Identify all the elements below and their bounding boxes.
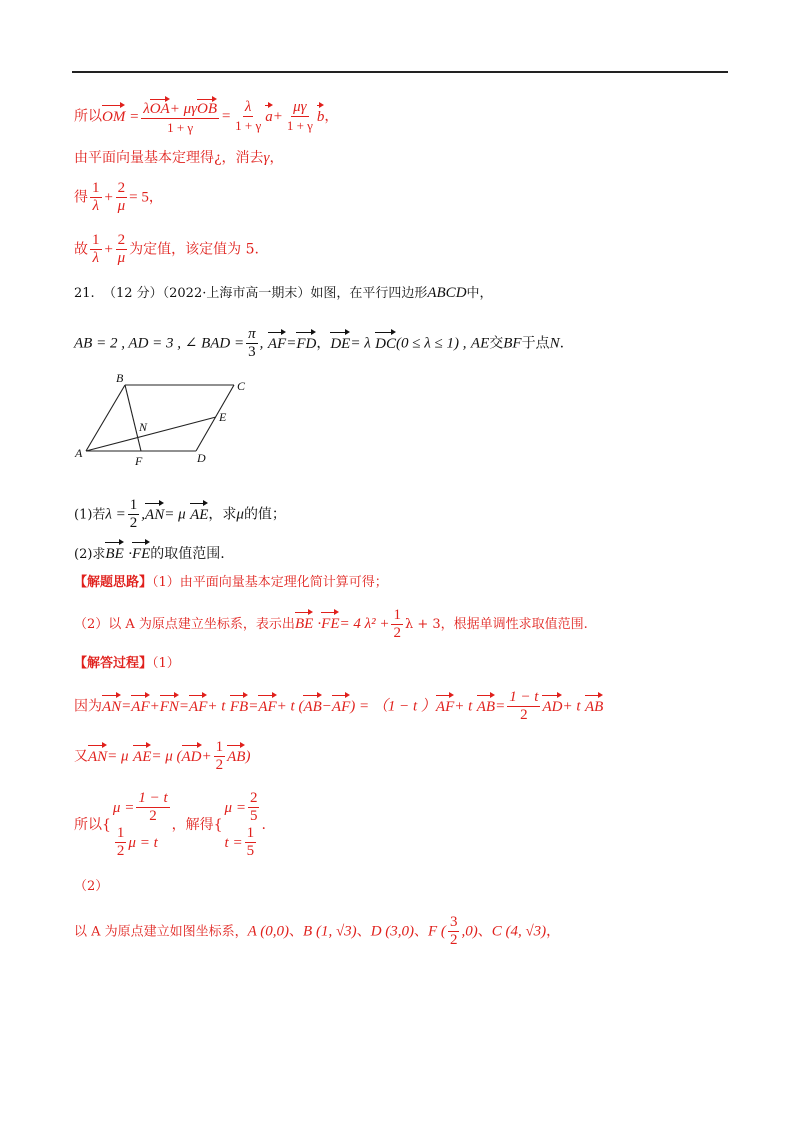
label-b: B: [116, 371, 124, 385]
text-prefix: 因为: [74, 698, 102, 715]
vector-ab: AB: [303, 693, 321, 717]
fraction: [391, 607, 403, 642]
solution-step-2: [74, 739, 734, 774]
plus: + t: [562, 698, 581, 715]
num: 2: [249, 790, 258, 806]
label-c: C: [237, 379, 246, 393]
text-prefix: 所以: [74, 108, 102, 125]
eq: = μ (: [151, 748, 182, 765]
punct: ，: [546, 923, 561, 940]
text-tail: 中，: [466, 286, 493, 301]
label-a: A: [75, 446, 83, 460]
eq: = μ: [107, 748, 129, 765]
question-number: 21.: [74, 286, 95, 301]
vector-be: BE: [105, 540, 123, 564]
num: 1: [116, 825, 125, 841]
den: 2: [215, 757, 224, 773]
paren: ): [245, 748, 251, 765]
lambda: = λ: [350, 335, 371, 352]
fraction: [233, 99, 263, 134]
den: μ: [117, 250, 126, 266]
den: 2: [449, 932, 458, 948]
vector-ab: AB: [227, 743, 245, 767]
sep: 、: [414, 923, 429, 940]
eq: =: [495, 698, 506, 715]
comma: ,: [259, 335, 264, 352]
mu: μ: [236, 506, 244, 523]
edge-cd: [196, 385, 234, 451]
vector-fn: FN: [160, 693, 179, 717]
vector-af: AF: [189, 693, 207, 717]
vector-a: a: [265, 103, 273, 127]
solution-system: [225, 790, 262, 860]
fraction: [248, 790, 260, 825]
text: 的值；: [243, 506, 286, 523]
equation-system: [113, 790, 172, 860]
text-suffix: 为定值，该定值为 5.: [129, 241, 259, 258]
analysis-tag: 【解题思路】: [74, 575, 153, 590]
plus: +: [201, 748, 212, 765]
plus: +: [103, 189, 114, 206]
solution-step-3: [74, 790, 734, 860]
parallelogram-figure: [70, 370, 260, 470]
num: λ: [244, 99, 252, 115]
num: 1 − t: [138, 790, 168, 806]
vector-be: BE: [295, 610, 313, 634]
num: 2: [117, 180, 126, 196]
sep: ，: [316, 335, 331, 352]
line-basic-theorem: [74, 148, 734, 168]
line-constant: [74, 232, 734, 267]
text-prefix: （2）以 A 为原点建立坐标系，表示出: [74, 617, 295, 632]
segment-bf: BF: [503, 335, 522, 352]
den: 5: [246, 843, 255, 859]
mu-eq: μ =: [112, 799, 135, 816]
vector-af: AF: [131, 693, 149, 717]
num: 1: [215, 739, 224, 755]
fraction: [90, 180, 102, 215]
num: 1: [393, 607, 401, 623]
vector-af: AF: [258, 693, 276, 717]
text-prefix: 又: [74, 748, 88, 765]
fraction: [141, 97, 219, 136]
segment-ae: [86, 417, 216, 451]
point-c: C (4, √3): [491, 923, 547, 940]
punct: ，: [148, 189, 163, 206]
den: 1 + γ: [235, 118, 262, 133]
label-f: F: [135, 454, 143, 468]
fraction: [214, 739, 226, 774]
text-prefix: (1)若: [74, 507, 106, 523]
line-om-expression: 所以OM = $\frac{\text{λOA+ μγOB}}{1 + \gamma}$ = $\frac{\lambda}{1 + \gamma}$ a+ $\frac{\mu\gamma}{1 + \gamma}$ b，: [74, 99, 339, 135]
fraction: [448, 914, 460, 949]
vector-af: AF: [436, 693, 454, 717]
num: 2: [117, 232, 126, 248]
den: 5: [249, 808, 258, 824]
point-f-pre: F (: [428, 923, 446, 940]
den: λ: [92, 250, 99, 266]
t-eq: t =: [224, 834, 243, 851]
solution-step-1: [74, 689, 734, 724]
punct: ，: [324, 108, 339, 125]
label-d: D: [197, 451, 206, 465]
coordinates-line: [74, 914, 734, 949]
vector-ob: OB: [197, 97, 217, 118]
num: 1: [129, 497, 138, 513]
range: (0 ≤ λ ≤ 1) ,: [396, 335, 467, 352]
eq: =: [248, 698, 259, 715]
text-prefix: 得: [74, 189, 88, 206]
fraction: [136, 790, 169, 825]
plus: +: [149, 698, 160, 715]
text-prefix: (2)求: [74, 547, 106, 562]
den: 1 + γ: [286, 118, 313, 133]
vector-b: b: [317, 103, 325, 127]
analysis-line-2: [74, 607, 734, 642]
segment-ae: AE: [470, 335, 490, 352]
num: 1: [92, 232, 100, 248]
text: ，解得{: [171, 817, 223, 833]
den: 3: [248, 344, 256, 360]
minus: −: [321, 698, 332, 715]
plus: + t: [207, 698, 226, 715]
point-a: A (0,0): [247, 923, 290, 940]
vector-dc: DC: [375, 330, 396, 354]
vector-ab: AB: [585, 693, 603, 717]
text: 的取值范围.: [150, 546, 225, 562]
den: 2: [393, 625, 401, 641]
fraction: [116, 180, 128, 215]
vector-fb: FB: [230, 693, 248, 717]
vector-fe: FE: [132, 540, 150, 564]
mu-eq: μ =: [224, 799, 246, 816]
vector-ab: AB: [477, 693, 495, 717]
den: μ: [117, 198, 126, 214]
point-d: D (3,0): [370, 923, 415, 940]
plus: +: [103, 241, 114, 258]
num-lambda: λ: [143, 101, 150, 117]
num: 3: [449, 914, 458, 930]
analysis-line-1: [74, 573, 734, 593]
sep: 、: [356, 923, 371, 940]
vector-an: AN: [88, 743, 107, 767]
sep: 、: [289, 923, 304, 940]
plus: + t: [454, 698, 473, 715]
vector-af: AF: [332, 693, 350, 717]
vector-fd: FD: [296, 330, 316, 354]
text-prefix: 所以{: [74, 817, 111, 833]
header-rule: [72, 71, 728, 73]
vector-oa: OA: [150, 97, 170, 118]
part-2-header: [74, 877, 734, 897]
eq: =: [121, 698, 132, 715]
den: λ: [92, 198, 99, 214]
fraction: [245, 825, 257, 860]
sep: 、: [477, 923, 492, 940]
eq: = μ: [164, 506, 186, 523]
point-f-post: ,0): [461, 923, 478, 940]
vector-ae: AE: [133, 743, 151, 767]
edge-ab: [86, 385, 125, 451]
process-header: [74, 654, 734, 674]
process-tag: 【解答过程】: [74, 656, 153, 671]
line-result-eq: [74, 180, 734, 215]
text-prefix: 故: [74, 241, 88, 258]
fraction: [128, 497, 140, 532]
point-n: N: [549, 335, 560, 352]
den: 2: [520, 707, 528, 723]
punct: .: [559, 335, 565, 352]
vector-ad: AD: [542, 693, 562, 717]
question-points: （12 分）: [102, 286, 163, 301]
vector-ad: AD: [182, 743, 202, 767]
fraction: [285, 99, 315, 134]
vector-om: OM: [102, 103, 125, 127]
plus: + t (: [276, 698, 304, 715]
eq: =: [178, 698, 190, 715]
question-21-header: [74, 283, 734, 304]
vector-ae: AE: [190, 501, 208, 525]
text: 交: [489, 335, 504, 352]
dot: ·: [317, 616, 322, 632]
num: π: [248, 326, 256, 342]
punct: ，: [269, 150, 284, 166]
text-tail: λ + 3，根据单调性求取值范围.: [404, 617, 588, 632]
num: 1: [246, 825, 255, 841]
fraction: [115, 825, 127, 860]
num-plus: + μγ: [169, 101, 198, 117]
fraction: [90, 232, 102, 267]
punct: .: [261, 817, 266, 833]
text: 由平面向量基本定理得¿，消去: [74, 150, 264, 166]
segment-bf: [125, 385, 141, 451]
fraction: [507, 689, 540, 724]
gamma: γ: [263, 150, 270, 166]
eq: = 4 λ² +: [339, 616, 390, 632]
eq: = 5: [129, 189, 149, 206]
mu-t: μ = t: [128, 834, 158, 851]
vector-de: DE: [330, 330, 350, 354]
den: 2: [129, 515, 138, 531]
question-21-conditions: [74, 326, 734, 361]
question-part-1: [74, 497, 734, 532]
vector-fe: FE: [321, 610, 339, 634]
dot: ·: [128, 546, 132, 562]
paren: ) = （1 − t ）: [350, 698, 436, 715]
vector-an: AN: [102, 693, 121, 717]
point-b: B (1, √3): [303, 923, 357, 940]
text: （2）: [74, 879, 109, 894]
comma: ,: [141, 506, 146, 523]
question-part-2: [74, 540, 734, 565]
analysis-text: （1）由平面向量基本定理化简计算可得；: [152, 575, 388, 590]
vector-af: AF: [268, 330, 286, 354]
text: 于点: [521, 335, 550, 352]
cond-lengths: AB = 2 , AD = 3 , ∠ BAD =: [74, 335, 245, 352]
fraction: [116, 232, 128, 267]
question-source: （2022·上海市高一期末）如图，在平行四边形: [162, 286, 428, 301]
num: 1 − t: [509, 689, 539, 705]
num: 1: [92, 180, 100, 196]
den: 1 + γ: [167, 120, 194, 135]
den: 2: [116, 843, 125, 859]
vector-an: AN: [145, 501, 164, 525]
eq: =: [286, 335, 297, 352]
lambda: λ =: [105, 506, 126, 523]
label-e: E: [219, 410, 227, 424]
shape-name: ABCD: [427, 285, 467, 301]
num: μγ: [293, 99, 307, 115]
label-n: N: [139, 420, 148, 434]
process-text: （1）: [152, 656, 180, 671]
text: ，求: [208, 506, 237, 523]
text-prefix: 以 A 为原点建立如图坐标系，: [74, 924, 248, 940]
den: 2: [149, 808, 157, 824]
fraction: [246, 326, 258, 361]
